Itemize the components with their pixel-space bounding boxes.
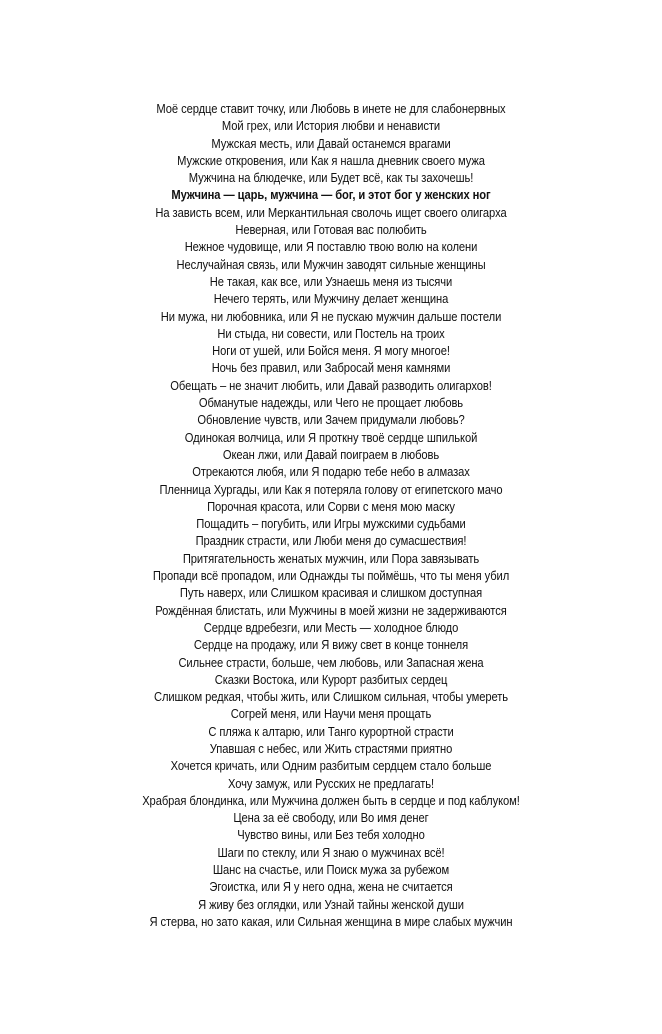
book-title-list bbox=[0, 100, 662, 930]
book-title-item: Упавшая с небес, или Жить страстями приятно bbox=[209, 740, 453, 756]
book-title-item: Слишком редкая, чтобы жить, или Слишком сильная, чтобы умереть bbox=[153, 689, 509, 705]
book-title-item: Мужчина на блюдечке, или Будет всё, как ты захочешь! bbox=[188, 170, 474, 186]
book-title-item: Я живу без оглядки, или Узнай тайны женской души bbox=[198, 896, 464, 912]
book-title-item: На зависть всем, или Меркантильная сволочь ищет своего олигарха bbox=[155, 204, 507, 220]
book-title-item: Сердце на продажу, или Я вижу свет в конце тоннеля bbox=[193, 637, 469, 653]
book-title-item: Порочная красота, или Сорви с меня мою маску bbox=[207, 498, 455, 514]
book-title-item: Хочется кричать, или Одним разбитым сердцем стало больше bbox=[170, 758, 492, 774]
book-title-item: Неслучайная связь, или Мужчин заводят сильные женщины bbox=[176, 256, 486, 272]
book-title-item: Нежное чудовище, или Я поставлю твою волю на колени bbox=[184, 239, 478, 255]
book-title-item: Отрекаются любя, или Я подарю тебе небо в алмазах bbox=[192, 464, 470, 480]
book-title-item: Мужские откровения, или Как я нашла дневник своего мужа bbox=[177, 152, 485, 168]
book-title-item: Чувство вины, или Без тебя холодно bbox=[237, 827, 425, 843]
book-title-item: Рождённая блистать, или Мужчины в моей жизни не задерживаются bbox=[155, 602, 507, 618]
book-title-item: Ни стыда, ни совести, или Постель на троих bbox=[217, 325, 445, 341]
book-title-item: Эгоистка, или Я у него одна, жена не считается bbox=[209, 879, 453, 895]
book-title-item: Сказки Востока, или Курорт разбитых сердец bbox=[214, 671, 448, 687]
book-title-item: Нечего терять, или Мужчину делает женщина bbox=[213, 291, 449, 307]
book-title-item: Я стерва, но зато какая, или Сильная женщина в мире слабых мужчин bbox=[149, 913, 513, 929]
book-title-item: Шаги по стеклу, или Я знаю о мужчинах всё! bbox=[217, 844, 445, 860]
book-title-item: Неверная, или Готовая вас полюбить bbox=[235, 222, 427, 238]
book-title-item: Праздник страсти, или Люби меня до сумасшествия! bbox=[195, 533, 467, 549]
book-title-item: Ноги от ушей, или Бойся меня. Я могу многое! bbox=[212, 343, 450, 359]
book-title-item: Пропади всё пропадом, или Однажды ты поймёшь, что ты меня убил bbox=[152, 568, 510, 584]
book-title-item: Океан лжи, или Давай поиграем в любовь bbox=[222, 446, 440, 462]
book-title-item: Мужчина — царь, мужчина — бог, и этот бог у женских ног bbox=[171, 187, 491, 203]
book-title-item: Пощадить – погубить, или Игры мужскими судьбами bbox=[196, 516, 466, 532]
book-title-item: Пленница Хургады, или Как я потеряла голову от египетского мачо bbox=[159, 481, 503, 497]
book-title-item: Ни мужа, ни любовника, или Я не пускаю мужчин дальше постели bbox=[160, 308, 502, 324]
book-title-item: Не такая, как все, или Узнаешь меня из тысячи bbox=[209, 273, 453, 289]
book-title-item: Моё сердце ставит точку, или Любовь в инете не для слабонервных bbox=[156, 101, 506, 116]
book-title-item: С пляжа к алтарю, или Танго курортной страсти bbox=[208, 723, 454, 739]
book-title-item: Цена за её свободу, или Во имя денег bbox=[233, 810, 429, 826]
book-title-item: Обновление чувств, или Зачем придумали любовь? bbox=[197, 412, 465, 428]
book-title-item: Шанс на счастье, или Поиск мужа за рубежом bbox=[212, 862, 450, 878]
book-title-item: Обещать – не значит любить, или Давай разводить олигархов! bbox=[170, 377, 492, 393]
book-title-item: Сердце вдребезги, или Месть — холодное блюдо bbox=[203, 619, 459, 635]
book-title-item: Одинокая волчица, или Я проткну твоё сердце шпилькой bbox=[184, 429, 478, 445]
book-title-item: Притягательность женатых мужчин, или Пора завязывать bbox=[182, 550, 480, 566]
book-title-item: Ночь без правил, или Забросай меня камнями bbox=[211, 360, 451, 376]
book-title-item: Обманутые надежды, или Чего не прощает любовь bbox=[198, 395, 464, 411]
book-title-item: Мой грех, или История любви и ненависти bbox=[221, 118, 441, 134]
book-title-item: Путь наверх, или Слишком красивая и слишком доступная bbox=[179, 585, 483, 601]
book-title-item: Согрей меня, или Научи меня прощать bbox=[230, 706, 432, 722]
book-title-item: Храбрая блондинка, или Мужчина должен быть в сердце и под каблуком! bbox=[142, 792, 520, 808]
book-title-item: Сильнее страсти, больше, чем любовь, или Запасная жена bbox=[178, 654, 484, 670]
book-title-item: Мужская месть, или Давай останемся врагами bbox=[211, 135, 451, 151]
book-title-item: Хочу замуж, или Русских не предлагать! bbox=[227, 775, 435, 791]
